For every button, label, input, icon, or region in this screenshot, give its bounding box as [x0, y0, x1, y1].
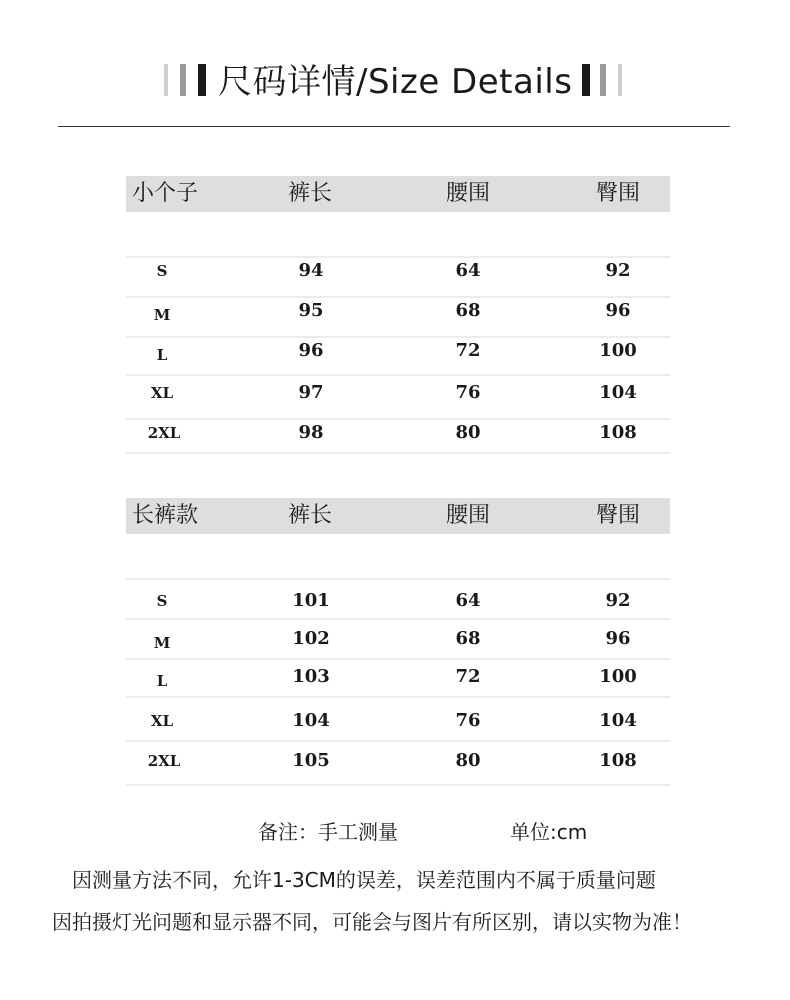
row-divider	[126, 618, 670, 620]
note-measurement: 备注：手工测量	[258, 820, 398, 844]
header-length: 裤长	[287, 503, 332, 528]
hip-value: 96	[605, 628, 631, 649]
hip-value: 92	[605, 260, 631, 281]
decorative-bar	[600, 64, 606, 96]
header-style: 长裤款	[132, 503, 199, 528]
size-table-long	[126, 498, 670, 788]
decorative-bar	[618, 64, 622, 96]
waist-value: 64	[455, 590, 481, 611]
row-divider	[126, 658, 670, 660]
table-row	[126, 586, 670, 616]
row-divider	[126, 452, 670, 454]
length-value: 97	[298, 382, 324, 403]
table-row	[126, 336, 670, 366]
row-divider	[126, 578, 670, 580]
hip-value: 100	[599, 340, 637, 361]
note-tolerance: 因测量方法不同，允许1-3CM的误差，误差范围内不属于质量问题	[72, 868, 656, 892]
waist-value: 68	[455, 628, 481, 649]
table-row	[126, 662, 670, 692]
header-waist: 腰围	[445, 503, 490, 528]
hip-value: 104	[599, 710, 637, 731]
row-divider	[126, 740, 670, 742]
waist-value: 80	[455, 750, 481, 771]
table-row	[126, 256, 670, 286]
table-row	[126, 378, 670, 408]
waist-value: 76	[455, 710, 481, 731]
length-value: 102	[292, 628, 330, 649]
length-value: 104	[292, 710, 330, 731]
size-label: L	[156, 672, 168, 690]
table-row	[126, 746, 670, 776]
size-label: M	[153, 306, 171, 324]
hip-value: 108	[599, 422, 637, 443]
size-label: 2XL	[147, 424, 181, 442]
size-table-petite	[126, 176, 670, 456]
table-row	[126, 296, 670, 326]
waist-value: 72	[455, 666, 481, 687]
length-value: 96	[298, 340, 324, 361]
row-divider	[126, 374, 670, 376]
header-hip: 臀围	[595, 503, 640, 528]
hip-value: 92	[605, 590, 631, 611]
size-label: 2XL	[147, 752, 181, 770]
decorative-bar	[582, 64, 590, 96]
table-row	[126, 624, 670, 654]
waist-value: 72	[455, 340, 481, 361]
length-value: 98	[298, 422, 324, 443]
note-unit: 单位:cm	[510, 820, 588, 844]
length-value: 95	[298, 300, 324, 321]
row-divider	[126, 696, 670, 698]
size-label: M	[153, 634, 171, 652]
waist-value: 64	[455, 260, 481, 281]
table-row	[126, 706, 670, 736]
size-label: XL	[150, 712, 174, 730]
table-header	[126, 498, 670, 534]
header-length: 裤长	[287, 181, 332, 206]
waist-value: 80	[455, 422, 481, 443]
size-label: XL	[150, 384, 174, 402]
header-waist: 腰围	[445, 181, 490, 206]
waist-value: 68	[455, 300, 481, 321]
header-hip: 臀围	[595, 181, 640, 206]
hip-value: 104	[599, 382, 637, 403]
size-label: S	[156, 592, 168, 610]
row-divider	[126, 784, 670, 786]
hip-value: 108	[599, 750, 637, 771]
note-color-disclaimer: 因拍摄灯光问题和显示器不同，可能会与图片有所区别，请以实物为准！	[52, 910, 692, 934]
decorative-bar	[198, 64, 206, 96]
decorative-bar	[180, 64, 186, 96]
length-value: 105	[292, 750, 330, 771]
page-header	[0, 52, 790, 112]
size-label: L	[156, 346, 168, 364]
waist-value: 76	[455, 382, 481, 403]
decorative-bar	[164, 64, 168, 96]
hip-value: 100	[599, 666, 637, 687]
page-title: 尺码详情/Size Details	[218, 62, 573, 102]
hip-value: 96	[605, 300, 631, 321]
header-style: 小个子	[132, 181, 199, 206]
header-divider	[58, 126, 730, 127]
length-value: 101	[292, 590, 330, 611]
length-value: 103	[292, 666, 330, 687]
size-label: S	[156, 262, 168, 280]
table-header	[126, 176, 670, 212]
table-row	[126, 418, 670, 448]
length-value: 94	[298, 260, 324, 281]
